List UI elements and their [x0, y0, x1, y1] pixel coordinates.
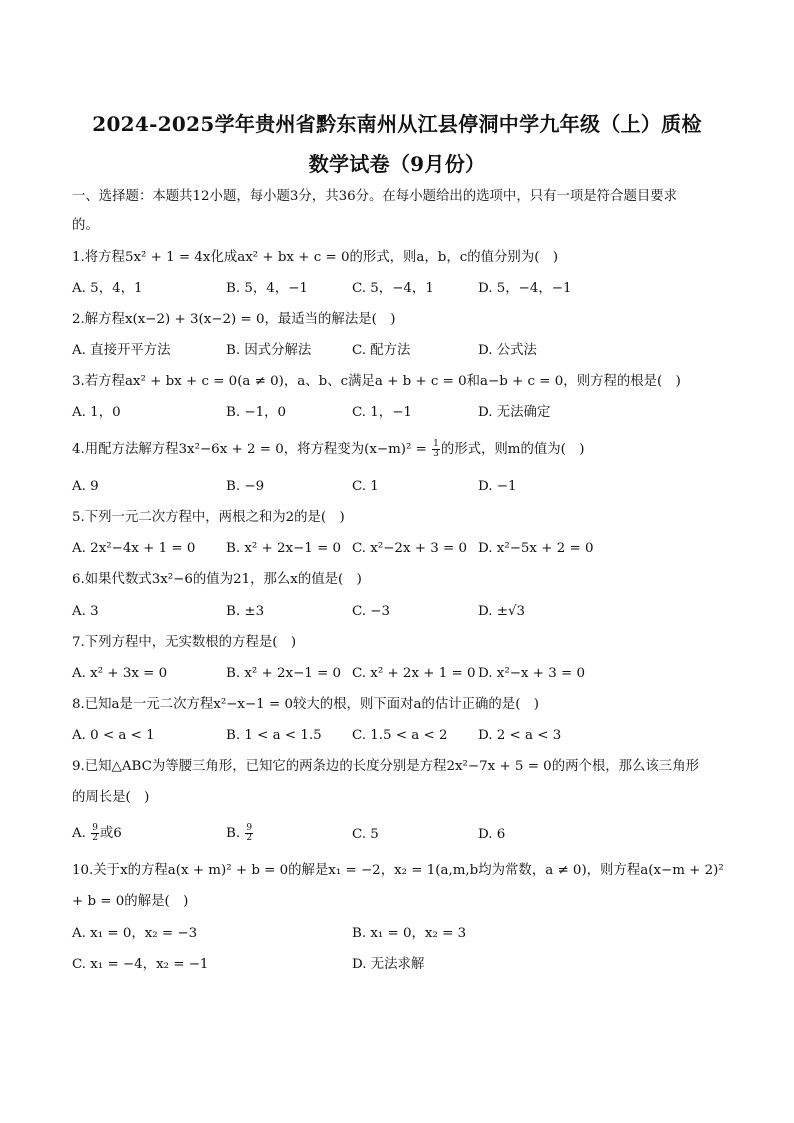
- question-1-option-a: A. 5，4，1: [72, 281, 143, 296]
- question-2-option-b: B. 因式分解法: [226, 343, 312, 358]
- question-7-option-a: A. x² + 3x = 0: [72, 666, 168, 681]
- question-4-stem-start: 4.用配方法解方程3x²−6x + 2 = 0，将方程变为(x−m)² =: [72, 442, 432, 457]
- question-10-option-c: C. x₁ = −4，x₂ = −1: [72, 957, 209, 972]
- question-4-option-a: A. 9: [72, 479, 99, 494]
- question-8-option-a: A. 0 < a < 1: [72, 728, 155, 743]
- question-1-stem: 1.将方程5x² + 1 = 4x化成ax² + bx + c = 0的形式，则a，b，c的值分别为( ): [72, 250, 559, 265]
- option-a-prefix: A.: [72, 826, 91, 841]
- question-5-option-d: D. x²−5x + 2 = 0: [478, 541, 594, 556]
- question-7-option-d: D. x²−x + 3 = 0: [478, 666, 585, 681]
- question-6-option-b: B. ±3: [226, 604, 265, 619]
- question-5-option-b: B. x² + 2x−1 = 0: [226, 541, 342, 556]
- option-a-fraction: [91, 824, 99, 843]
- question-3-option-d: D. 无法确定: [478, 405, 551, 420]
- question-2-option-a: A. 直接开平方法: [72, 343, 171, 358]
- question-10-option-b: B. x₁ = 0，x₂ = 3: [352, 926, 467, 941]
- question-4-option-d: D. −1: [478, 479, 517, 494]
- exam-title-line2: 数学试卷（9月份）: [308, 152, 486, 176]
- question-6-stem: 6.如果代数式3x²−6的值为21，那么x的值是( ): [72, 572, 362, 587]
- question-9-option-b: [226, 824, 254, 843]
- question-8-stem: 8.已知a是一元二次方程x²−x−1 = 0较大的根，则下面对a的估计正确的是( ): [72, 697, 540, 712]
- question-3-stem: 3.若方程ax² + bx + c = 0(a ≠ 0)，a、b、c满足a + b + c = 0和a−b + c = 0，则方程的根是( ): [72, 374, 681, 389]
- section1-instructions: 一、选择题：本题共12小题，每小题3分，共36分。在每小题给出的选项中，只有一项是符合题目要求: [72, 189, 678, 204]
- question-2-option-d: D. 公式法: [478, 343, 537, 358]
- question-1-option-c: C. 5，−4，1: [352, 281, 434, 296]
- question-8-option-b: B. 1 < a < 1.5: [226, 728, 322, 743]
- question-8-option-d: D. 2 < a < 3: [478, 728, 562, 743]
- question-3-option-c: C. 1，−1: [352, 405, 412, 420]
- question-9-option-d: D. 6: [478, 827, 506, 842]
- question-7-option-b: B. x² + 2x−1 = 0: [226, 666, 342, 681]
- question-1-option-d: D. 5，−4，−1: [478, 281, 572, 296]
- question-3-option-b: B. −1，0: [226, 405, 287, 420]
- question-9-stem: 9.已知△ABC为等腰三角形，已知它的两条边的长度分别是方程2x²−7x + 5 = 0的两个根，那么该三角形: [72, 759, 699, 774]
- section1-instructions-cont: 的。: [72, 218, 99, 233]
- option-a-suffix: 或6: [99, 826, 122, 841]
- fraction-numerator: 9: [246, 823, 253, 833]
- question-10-stem: 10.关于x的方程a(x + m)² + b = 0的解是x₁ = −2，x₂ = 1(a,m,b均为常数，a ≠ 0)，则方程a(x−m + 2)²: [72, 863, 724, 878]
- question-7-stem: 7.下列方程中，无实数根的方程是( ): [72, 635, 297, 650]
- fraction-denominator: 2: [246, 833, 253, 843]
- question-4-fraction: [432, 440, 440, 459]
- question-3-option-a: A. 1，0: [72, 405, 121, 420]
- question-8-option-c: C. 1.5 < a < 2: [352, 728, 448, 743]
- question-4-option-b: B. −9: [226, 479, 265, 494]
- question-5-option-c: C. x²−2x + 3 = 0: [352, 541, 467, 556]
- question-6-option-d: D. ±√3: [478, 604, 526, 619]
- question-1-option-b: B. 5，4，−1: [226, 281, 308, 296]
- option-b-prefix: B.: [226, 826, 245, 841]
- question-6-option-c: C. −3: [352, 604, 391, 619]
- question-2-stem: 2.解方程x(x−2) + 3(x−2) = 0，最适当的解法是( ): [72, 312, 396, 327]
- fraction-numerator: 1: [433, 439, 439, 449]
- option-b-fraction: [245, 824, 253, 843]
- question-6-option-a: A. 3: [72, 604, 99, 619]
- question-10-option-d: D. 无法求解: [352, 957, 425, 972]
- question-10-option-a: A. x₁ = 0，x₂ = −3: [72, 926, 198, 941]
- question-5-stem: 5.下列一元二次方程中，两根之和为2的是( ): [72, 510, 345, 525]
- fraction-denominator: 2: [92, 833, 98, 843]
- question-2-option-c: C. 配方法: [352, 343, 411, 358]
- question-4-option-c: C. 1: [352, 479, 379, 494]
- question-9-stem-cont: 的周长是( ): [72, 790, 150, 805]
- exam-title-line1: 2024-2025学年贵州省黔东南州从江县停洞中学九年级（上）质检: [92, 112, 702, 136]
- question-10-stem-cont: + b = 0的解是( ): [72, 894, 189, 909]
- fraction-numerator: 9: [92, 823, 98, 833]
- question-9-option-a: [72, 824, 122, 843]
- question-4-stem: [72, 440, 722, 459]
- question-4-stem-end: 的形式，则m的值为( ): [440, 442, 585, 457]
- fraction-denominator: 3: [433, 449, 439, 459]
- question-9-option-c: C. 5: [352, 827, 379, 842]
- question-7-option-c: C. x² + 2x + 1 = 0: [352, 666, 476, 681]
- question-5-option-a: A. 2x²−4x + 1 = 0: [72, 541, 196, 556]
